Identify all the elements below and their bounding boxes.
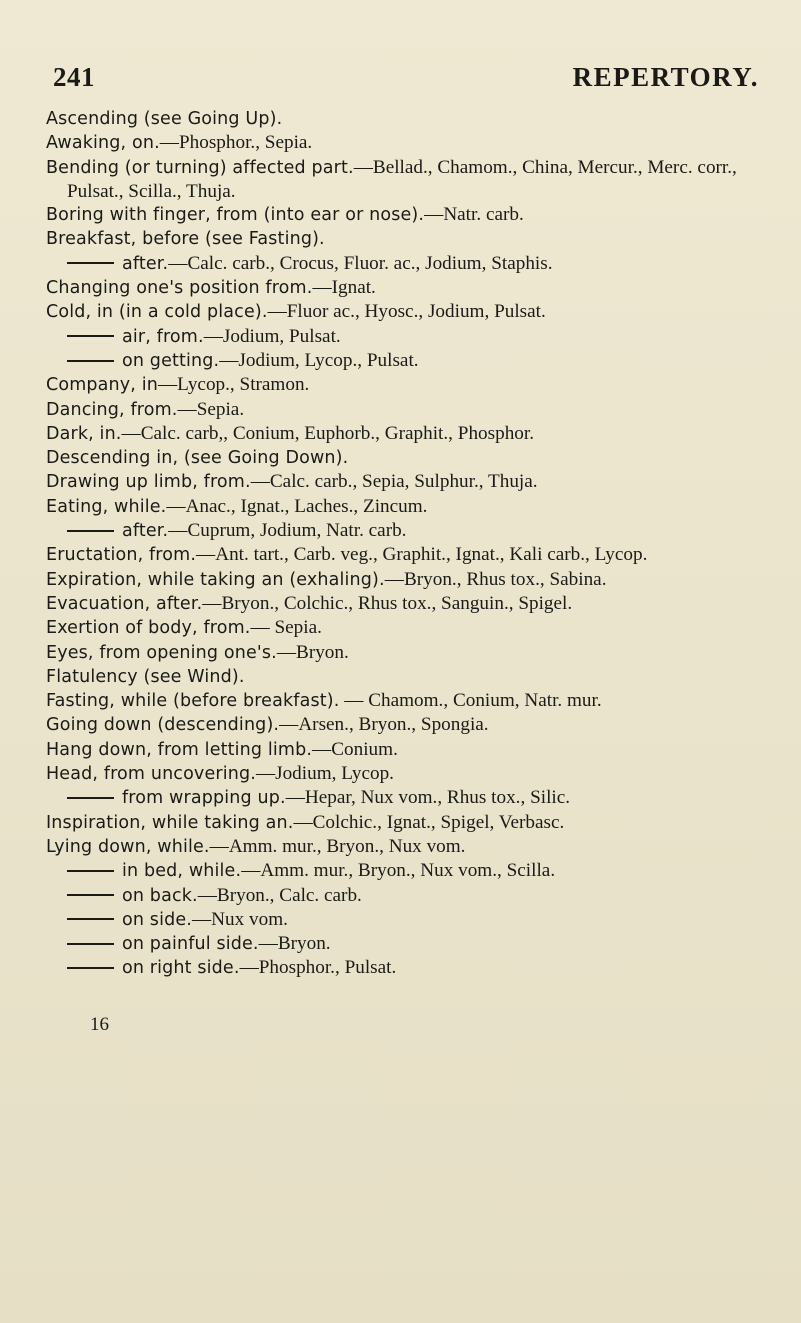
entry-heading: Lying down, while. [46, 836, 210, 857]
entry-heading: Expiration, while taking an (exhaling). [46, 569, 385, 590]
entry [46, 300, 781, 324]
entry-remedies: —Bellad., Chamom., China, Mercur., Merc. corr., Pulsat., Scilla., Thuja. [67, 156, 737, 202]
entry [46, 641, 781, 665]
entry-remedies: —Conium. [312, 738, 398, 760]
repertory-entries [46, 107, 781, 981]
entry-remedies: —Bryon., Colchic., Rhus tox., Sanguin., Spigel. [202, 592, 573, 614]
entry-heading: from wrapping up. [122, 788, 286, 809]
entry [46, 762, 781, 786]
entry-remedies: —Sepia. [177, 398, 245, 420]
entry-heading: on side. [122, 909, 192, 930]
entry-heading: on getting. [122, 350, 220, 371]
entry-heading: Drawing up limb, from. [46, 472, 251, 493]
entry-heading: Descending in, (see Going Down). [46, 448, 349, 469]
sub-entry [46, 325, 781, 349]
sub-entry [46, 932, 781, 956]
entry-remedies: —Hepar, Nux vom., Rhus tox., Silic. [285, 787, 571, 809]
entry-remedies: —Calc. carb., Sepia, Sulphur., Thuja. [250, 471, 538, 493]
entry-heading: Cold, in (in a cold place). [46, 302, 268, 323]
entry [46, 107, 781, 131]
entry-heading: Bending (or turning) affected part. [46, 157, 354, 178]
entry [46, 811, 781, 835]
entry-heading: Dancing, from. [46, 399, 178, 420]
entry-heading: Breakfast, before (see Fasting). [46, 229, 325, 250]
ditto-dash [67, 943, 114, 945]
entry-remedies: —Phosphor., Pulsat. [239, 957, 397, 979]
ditto-dash [67, 360, 114, 362]
entry-heading: Dark, in. [46, 423, 122, 444]
entry [46, 543, 781, 567]
entry-heading: on back. [122, 885, 198, 906]
entry-remedies: —Phosphor., Sepia. [159, 132, 313, 154]
entry-remedies: —Bryon. [276, 641, 349, 663]
entry-heading: Company, in [46, 375, 158, 396]
entry-remedies: —Amm. mur., Bryon., Nux vom. [209, 835, 466, 857]
ditto-dash [67, 894, 114, 896]
entry [46, 373, 781, 397]
entry-remedies: —Nux vom. [191, 908, 288, 930]
entry [46, 131, 781, 155]
entry-remedies: —Cuprum, Jodium, Natr. carb. [168, 520, 407, 542]
entry [46, 616, 781, 640]
sub-entry [46, 956, 781, 980]
signature-mark: 16 [90, 1014, 109, 1035]
entry [46, 592, 781, 616]
entry [46, 568, 781, 592]
entry-heading: Boring with finger, from (into ear or nose). [46, 205, 425, 226]
entry-heading: Hang down, from letting limb. [46, 739, 313, 760]
sub-entry [46, 519, 781, 543]
entry-heading: Fasting, while (before breakfast). [46, 691, 340, 712]
entry-remedies: —Arsen., Bryon., Spongia. [279, 714, 489, 736]
entry [46, 156, 781, 204]
entry-remedies: —Bryon., Rhus tox., Sabina. [384, 568, 607, 590]
entry-remedies: —Bryon. [258, 933, 331, 955]
ditto-dash [67, 797, 114, 799]
page-number: 241 [53, 62, 95, 92]
ditto-dash [67, 335, 114, 337]
entry-heading: Inspiration, while taking an. [46, 812, 294, 833]
entry [46, 446, 781, 470]
entry-remedies: —Amm. mur., Bryon., Nux vom., Scilla. [241, 860, 556, 882]
entry-remedies: —Calc. carb,, Conium, Euphorb., Graphit., Phosphor. [121, 422, 535, 444]
entry [46, 738, 781, 762]
entry-remedies: —Bryon., Calc. carb. [197, 884, 362, 906]
entry [46, 713, 781, 737]
sub-entry [46, 252, 781, 276]
entry-heading: in bed, while. [122, 861, 242, 882]
entry-heading: Flatulency (see Wind). [46, 666, 245, 687]
entry-remedies: — Sepia. [250, 617, 322, 639]
entry [46, 689, 781, 713]
entry [46, 422, 781, 446]
entry-heading: Eructation, from. [46, 545, 197, 566]
entry-heading: on painful side. [122, 934, 259, 955]
ditto-dash [67, 870, 114, 872]
entry-heading: Going down (descending). [46, 715, 280, 736]
entry [46, 470, 781, 494]
sub-entry [46, 908, 781, 932]
entry-remedies: —Anac., Ignat., Laches., Zincum. [166, 495, 428, 517]
entry [46, 227, 781, 251]
entry-remedies: —Lycop., Stramon. [157, 374, 310, 396]
entry-heading: after. [122, 521, 169, 542]
entry-heading: Evacuation, after. [46, 593, 203, 614]
entry [46, 398, 781, 422]
entry [46, 495, 781, 519]
ditto-dash [67, 967, 114, 969]
entry-remedies: —Ant. tart., Carb. veg., Graphit., Ignat., Kali carb., Lycop. [196, 544, 648, 566]
sub-entry [46, 884, 781, 908]
entry-heading: Eyes, from opening one's. [46, 642, 277, 663]
sub-entry [46, 349, 781, 373]
entry-remedies: —Jodium, Lycop. [255, 763, 394, 785]
entry-remedies: —Calc. carb., Crocus, Fluor. ac., Jodium, Staphis. [168, 252, 553, 274]
entry-remedies: —Jodium, Pulsat. [203, 325, 341, 347]
entry-heading: after. [122, 253, 169, 274]
entry-heading: Changing one's position from. [46, 278, 313, 299]
entry-heading: air, from. [122, 326, 204, 347]
entry-remedies: —Colchic., Ignat., Spigel, Verbasc. [293, 811, 565, 833]
running-title: REPERTORY. [572, 62, 759, 92]
ditto-dash [67, 262, 114, 264]
ditto-dash [67, 530, 114, 532]
entry-remedies: —Ignat. [312, 277, 376, 299]
entry-heading: Eating, while. [46, 496, 167, 517]
entry-remedies: —Natr. carb. [424, 204, 524, 226]
entry-remedies: — Chamom., Conium, Natr. mur. [339, 690, 602, 712]
sub-entry [46, 859, 781, 883]
sub-entry [46, 786, 781, 810]
entry-remedies: —Fluor ac., Hyosc., Jodium, Pulsat. [267, 301, 546, 323]
entry-heading: on right side. [122, 958, 240, 979]
ditto-dash [67, 918, 114, 920]
entry-heading: Ascending (see Going Up). [46, 109, 283, 129]
running-header [53, 62, 759, 96]
entry [46, 203, 781, 227]
entry [46, 835, 781, 859]
entry [46, 276, 781, 300]
entry-heading: Head, from uncovering. [46, 764, 256, 785]
entry [46, 665, 781, 689]
entry-heading: Exertion of body, from. [46, 618, 251, 639]
entry-remedies: —Jodium, Lycop., Pulsat. [219, 349, 419, 371]
entry-heading: Awaking, on. [46, 133, 160, 154]
